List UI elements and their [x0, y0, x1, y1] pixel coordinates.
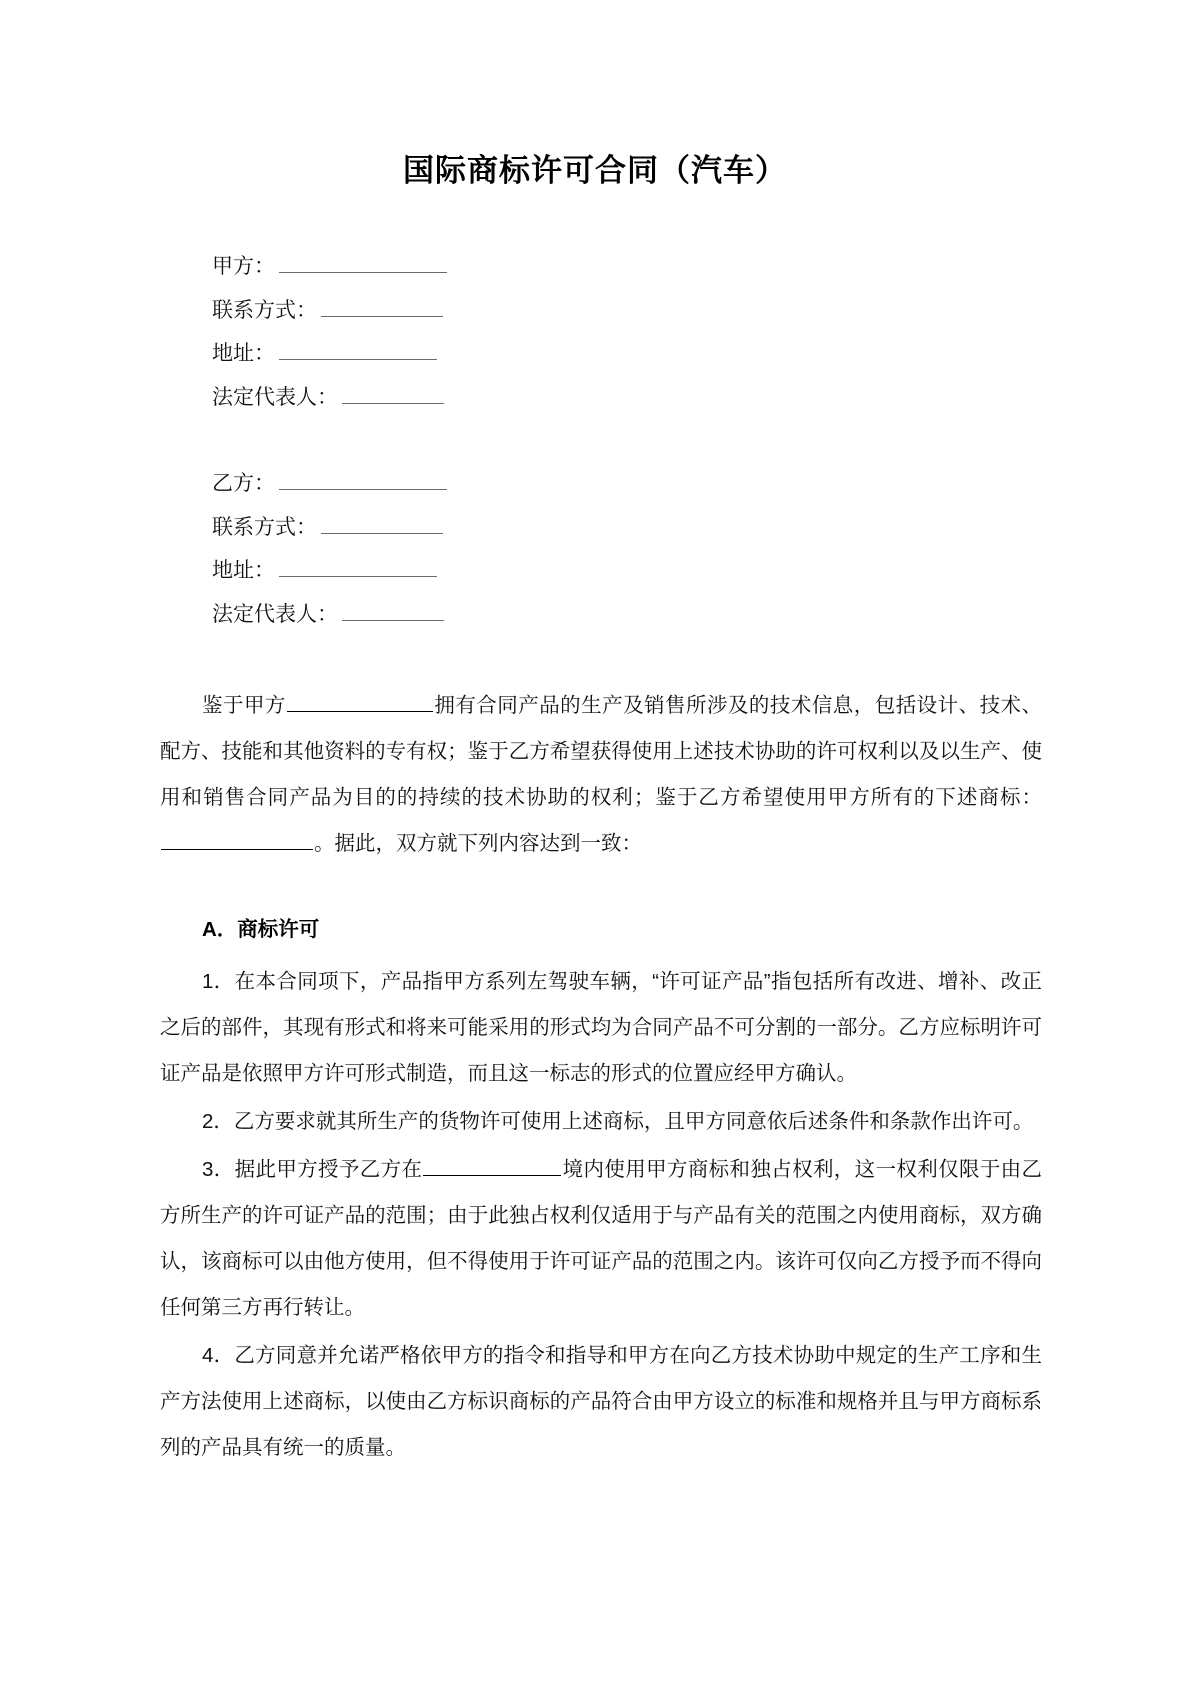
party-a-representative-row — [212, 376, 1190, 420]
preamble-part2: 拥有合同产品的生产及销售所涉及的技术信息，包括设计、技术、配方、技能和其他资料的专有权；鉴于乙方希望获得使用上述技术协助的许可权利以及以生产、使用和销售合同产品为目的的持续的技术协助的权利；鉴于乙方希望使用甲方所有的下述商标： — [160, 694, 1043, 810]
clause-3-prefix: 3．据此甲方授予乙方在 — [202, 1158, 423, 1182]
party-b-name-input[interactable] — [279, 469, 447, 490]
party-b-name-label: 乙方： — [212, 471, 275, 496]
party-a-block — [0, 245, 1190, 419]
party-b-address-label: 地址： — [212, 558, 275, 583]
party-b-address-row — [212, 549, 1190, 593]
party-b-block — [0, 462, 1190, 636]
party-a-address-row — [212, 332, 1190, 376]
preamble-paragraph — [0, 683, 1190, 867]
party-b-contact-label: 联系方式： — [212, 514, 317, 539]
clause-1: 1．在本合同项下，产品指甲方系列左驾驶车辆，“许可证产品”指包括所有改进、增补、改正之后的部件，其现有形式和将来可能采用的形式均为合同产品不可分割的一部分。乙方应标明许可证产品是依照甲方许可形式制造，而且这一标志的形式的位置应经甲方确认。 — [160, 970, 1042, 1086]
party-a-address-label: 地址： — [212, 341, 275, 366]
preamble-trademark-blank[interactable] — [161, 830, 313, 850]
party-a-address-input[interactable] — [279, 339, 437, 360]
clause-3 — [0, 1147, 1190, 1331]
clause-3-territory-blank[interactable] — [423, 1156, 561, 1176]
party-a-representative-input[interactable] — [342, 383, 444, 404]
parties-section — [0, 245, 1190, 636]
party-a-contact-input[interactable] — [321, 296, 443, 317]
preamble-part1: 鉴于甲方 — [202, 694, 286, 718]
party-b-contact-row — [212, 506, 1190, 550]
party-a-contact-label: 联系方式： — [212, 297, 317, 322]
party-b-representative-input[interactable] — [342, 600, 444, 621]
page-title: 国际商标许可合同（汽车） — [403, 153, 787, 188]
party-a-name-label: 甲方： — [212, 254, 275, 279]
preamble-part3: 。据此，双方就下列内容达到一致： — [314, 832, 642, 856]
party-b-name-row — [212, 462, 1190, 506]
party-a-contact-row — [212, 289, 1190, 333]
party-a-name-input[interactable] — [279, 252, 447, 273]
party-b-representative-label: 法定代表人： — [212, 601, 338, 626]
clause-3-suffix: 境内使用甲方商标和独占权利，这一权利仅限于由乙方所生产的许可证产品的范围；由于此独占权利仅适用于与产品有关的范围之内使用商标，双方确认，该商标可以由他方使用，但不得使用于许可证产品的范围之内。该许可仅向乙方授予而不得向任何第三方再行转让。 — [160, 1158, 1043, 1320]
party-b-address-input[interactable] — [279, 556, 437, 577]
party-b-representative-row — [212, 593, 1190, 637]
preamble-party-a-blank[interactable] — [287, 692, 433, 712]
party-a-name-row — [212, 245, 1190, 289]
party-a-representative-label: 法定代表人： — [212, 384, 338, 409]
section-a-heading: A．商标许可 — [202, 918, 320, 942]
party-b-contact-input[interactable] — [321, 513, 443, 534]
clause-4: 4．乙方同意并允诺严格依甲方的指令和指导和甲方在向乙方技术协助中规定的生产工序和生产方法使用上述商标，以使由乙方标识商标的产品符合由甲方设立的标准和规格并且与甲方商标系列的产品具有统一的质量。 — [160, 1344, 1042, 1460]
clause-2: 2．乙方要求就其所生产的货物许可使用上述商标，且甲方同意依后述条件和条款作出许可。 — [202, 1110, 1034, 1134]
